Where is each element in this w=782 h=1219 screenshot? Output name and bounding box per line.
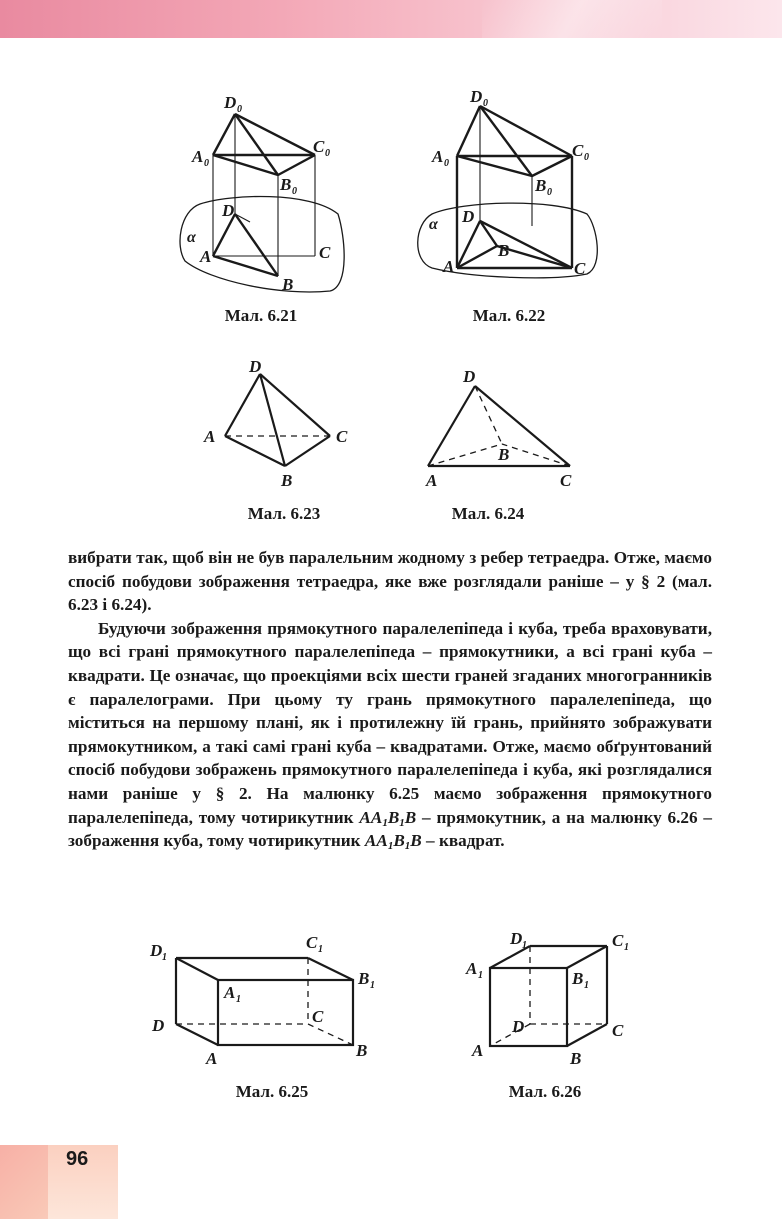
caption-6-24: Мал. 6.24 bbox=[451, 504, 525, 523]
page-number: 96 bbox=[66, 1148, 89, 1170]
fig22-sub-A0: 0 bbox=[444, 158, 449, 169]
fig26-sub-A1: 1 bbox=[478, 970, 483, 981]
fig25-sub-D1: 1 bbox=[162, 952, 167, 963]
fig25-label-A1: A bbox=[224, 983, 236, 1002]
caption-6-22: Мал. 6.22 bbox=[472, 306, 546, 325]
fig24-label-A: A bbox=[426, 471, 438, 490]
fig22-label-alpha: α bbox=[429, 216, 438, 233]
fig23-label-C: C bbox=[336, 427, 348, 446]
fig21-label-A: A bbox=[200, 247, 212, 266]
fig25-label-D1: D bbox=[150, 941, 163, 960]
fig21-label-B0: B bbox=[280, 175, 292, 194]
fig22-label-D: D bbox=[462, 207, 475, 226]
fig22-label-C0: C bbox=[572, 141, 584, 160]
fig21-label-D0: D bbox=[224, 93, 237, 112]
fig21-sub-A0: 0 bbox=[204, 158, 209, 169]
fig21-sub-D0: 0 bbox=[237, 104, 242, 115]
caption-6-21: Мал. 6.21 bbox=[224, 306, 298, 325]
fig26-label-C1: C bbox=[612, 931, 624, 950]
band-highlight bbox=[482, 0, 662, 38]
fig22-label-A: A bbox=[443, 257, 455, 276]
figure-6-23 bbox=[200, 356, 360, 496]
fig21-label-C: C bbox=[319, 243, 331, 262]
fig26-label-A1: A bbox=[466, 959, 478, 978]
fig24-label-D: D bbox=[463, 367, 476, 386]
fig26-label-B1: B bbox=[572, 969, 584, 988]
fig22-sub-B0: 0 bbox=[547, 187, 552, 198]
fig25-label-A: A bbox=[206, 1049, 218, 1068]
fig23-label-D: D bbox=[249, 357, 262, 376]
fig22-label-B: B bbox=[498, 241, 510, 260]
figure-6-26 bbox=[462, 928, 642, 1068]
paragraph-2 bbox=[68, 617, 712, 853]
figure-6-24 bbox=[420, 366, 580, 496]
fig26-sub-C1: 1 bbox=[624, 942, 629, 953]
quad-aa1b1b-2: $AA_1B_1B$ bbox=[364, 831, 422, 853]
fig22-label-C: C bbox=[574, 259, 586, 278]
caption-6-26: Мал. 6.26 bbox=[508, 1082, 582, 1101]
fig26-label-A: A bbox=[472, 1041, 484, 1060]
paragraph-2-part2: – прямокутник, а на малюнку 6.26 – зображення куба, тому чотирикутник bbox=[68, 807, 712, 851]
body-text bbox=[68, 546, 712, 853]
fig21-label-D: D bbox=[222, 201, 235, 220]
fig25-label-D: D bbox=[152, 1016, 165, 1035]
fig26-label-D1: D bbox=[510, 929, 523, 948]
fig21-sub-B0: 0 bbox=[292, 186, 297, 197]
caption-6-25: Мал. 6.25 bbox=[235, 1082, 309, 1101]
paragraph-2-part3: – квадрат. bbox=[421, 831, 505, 851]
page-corner-decoration bbox=[0, 1145, 118, 1219]
fig22-sub-C0: 0 bbox=[584, 152, 589, 163]
fig26-sub-D1: 1 bbox=[522, 940, 527, 951]
fig25-label-C1: C bbox=[306, 933, 318, 952]
fig26-label-C: C bbox=[612, 1021, 624, 1040]
fig26-label-B: B bbox=[570, 1049, 582, 1068]
paragraph-1: вибрати так, щоб він не був паралельним жодному з ребер тетраедра. Отже, маємо спосіб побудови зображення тетраедра, яке вже розглядали раніше – у § 2 (мал. 6.23 і 6.24). bbox=[68, 548, 712, 615]
fig25-label-C: C bbox=[312, 1007, 324, 1026]
fig26-sub-B1: 1 bbox=[584, 980, 589, 991]
fig22-label-B0: B bbox=[535, 176, 547, 195]
figure-6-25 bbox=[148, 933, 388, 1068]
fig26-label-D: D bbox=[512, 1017, 525, 1036]
fig25-sub-B1: 1 bbox=[370, 980, 375, 991]
fig25-sub-A1: 1 bbox=[236, 994, 241, 1005]
fig21-label-B: B bbox=[282, 275, 294, 294]
fig21-label-A0: A bbox=[192, 147, 204, 166]
fig24-label-B: B bbox=[498, 445, 510, 464]
fig25-label-B: B bbox=[356, 1041, 368, 1060]
fig21-label-alpha: α bbox=[187, 229, 196, 246]
fig23-label-B: B bbox=[281, 471, 293, 490]
paragraph-2-part1: Будуючи зображення прямокутного паралелепіпеда і куба, треба враховувати, що всі грані прямокутного паралелепіпеда – прямокутники, а всі грані куба – квадрати. Це означає, що проекціями всіх шести граней згаданих многогранників є паралелограми. При цьому ту грань прямокутного паралелепіпеда, що міститься на першому плані, як і протилежну їй грань, прийнято зображувати прямокутником, а такі самі грані куба – квадратами. Отже, маємо обґрунтований спосіб побудови зображень прямокутного паралелепіпеда і куба, які розглядалися нами раніше у § 2. На малюнку 6.25 маємо зображення прямокутного паралелепіпеда, тому чотирикутник bbox=[68, 618, 712, 827]
fig22-sub-D0: 0 bbox=[483, 98, 488, 109]
fig22-label-A0: A bbox=[432, 147, 444, 166]
fig21-sub-C0: 0 bbox=[325, 148, 330, 159]
fig21-label-C0: C bbox=[313, 137, 325, 156]
top-decorative-band bbox=[0, 0, 782, 38]
fig23-label-A: A bbox=[204, 427, 216, 446]
figure-6-21 bbox=[170, 86, 350, 296]
figure-6-22 bbox=[412, 86, 602, 286]
fig22-label-D0: D bbox=[470, 87, 483, 106]
quad-aa1b1b-1: $AA_1B_1B$ bbox=[359, 807, 417, 829]
caption-6-23: Мал. 6.23 bbox=[247, 504, 321, 523]
fig25-sub-C1: 1 bbox=[318, 944, 323, 955]
fig24-label-C: C bbox=[560, 471, 572, 490]
fig25-label-B1: B bbox=[358, 969, 370, 988]
